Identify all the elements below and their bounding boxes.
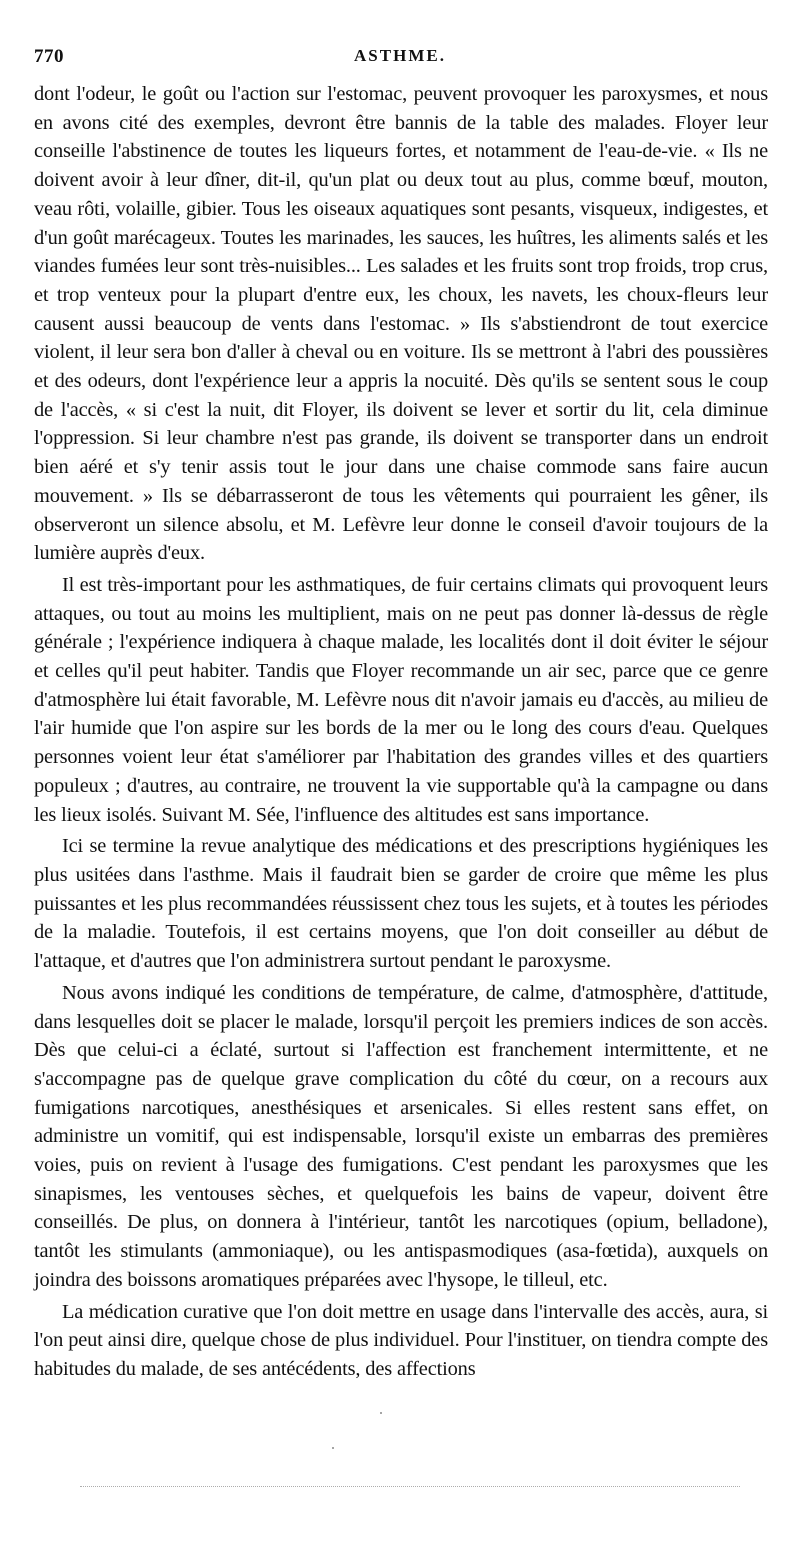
paragraph-paroxysm-treatment: Nous avons indiqué les conditions de température, de calme, d'atmosphère, d'attitude, dans lesquelles doit se placer le malade, lorsqu'il perçoit les premiers indices de son accès. Dès que celui-ci a éclaté, surtout si l'affection est franchement intermittente, et ne s'accompagne pas de quelque grave complication du côté du cœur, on a recours aux fumigations narcotiques, anesthésiques et arsenicales. Si elles restent sans effet, on administre un vomitif, qui est indispensable, lorsqu'il existe un embarras des premières voies, puis on revient à l'usage des fumigations. C'est pendant les paroxysmes que les sinapismes, les ventouses sèches, et quelquefois les bains de vapeur, doivent être conseillés. De plus, on donnera à l'intérieur, tantôt les narcotiques (opium, belladone), tantôt les stimulants (ammoniaque), ou les antispasmodiques (asa-fœtida), auxquels on joindra des boissons aromatiques préparées avec l'hysope, le tilleul, etc. xyxy=(34,981,768,1291)
paragraph-review-end: Ici se termine la revue analytique des médications et des prescriptions hygiéniques les plus usitées dans l'asthme. Mais il faudrait bien se garder de croire que même les plus puissantes et les plus recommandées réussissent chez tous les sujets, et à toutes les périodes de la maladie. Toutefois, il est certains moyens, que l'on doit conseiller au début de l'attaque, et d'autres que l'on administrera surtout pendant le paroxysme. xyxy=(34,835,768,973)
paragraph-climate: Il est très-important pour les asthmatiques, de fuir certains climats qui provoquent leurs attaques, ou tout au moins les multiplient, mais on ne peut pas donner là-dessus de règle générale ; l'expérience indiquera à chaque malade, les localités dont il doit éviter le séjour et celles qu'il peut habiter. Tandis que Floyer recommande un air sec, parce que ce genre d'atmosphère lui était favorable, M. Lefèvre nous dit n'avoir jamais eu d'accès, au milieu de l'air humide que l'on aspire sur les bords de la mer ou le long des cours d'eau. Quelques personnes voient leur état s'améliorer par l'habitation des grandes villes et des quartiers populeux ; d'autres, au contraire, ne trouvent la vie supportable qu'à la campagne ou dans les lieux isolés. Suivant M. Sée, l'influence des altitudes est sans importance. xyxy=(34,573,768,826)
paragraph-curative-medication: La médication curative que l'on doit mettre en usage dans l'intervalle des accès, aura, si l'on peut ainsi dire, quelque chose de plus individuel. Pour l'instituer, on tiendra compte des habitudes du malade, de ses antécédents, des affections xyxy=(34,1300,768,1380)
print-bleed-line xyxy=(80,1486,740,1487)
paragraph-diet-continuation: dont l'odeur, le goût ou l'action sur l'estomac, peuvent provoquer les paroxysmes, et nous en avons cité des exemples, devront être bannis de la table des malades. Floyer leur conseille l'abstinence de toutes les liqueurs fortes, et notamment de l'eau-de-vie. « Ils ne doivent avoir à leur dîner, dit-il, qu'un plat ou deux tout au plus, comme bœuf, mouton, veau rôti, volaille, gibier. Tous les oiseaux aquatiques sont pesants, visqueux, indigestes, et d'un goût marécageux. Toutes les marinades, les sauces, les huîtres, les aliments salés et les viandes fumées leur sont très-nuisibles... Les salades et les fruits sont trop froids, trop crus, et trop venteux pour la plupart d'entre eux, les choux, les navets, les choux-fleurs leur causent aussi beaucoup de vents dans l'estomac. » Ils s'abstiendront de tout exercice violent, il leur sera bon d'aller à cheval ou en voiture. Ils se mettront à l'abri des poussières et des odeurs, dont l'expérience leur a appris la nocuité. Dès qu'ils se sentent sous le coup de l'accès, « si c'est la nuit, dit Floyer, ils doivent se lever et sortir du lit, cela diminue l'oppression. Si leur chambre n'est pas grande, ils doivent se transporter dans un endroit bien aéré et s'y tenir assis tout le jour dans une chaise commode sans faire aucun mouvement. » Ils se débarrasseront de tous les vêtements qui pourraient les gêner, ils observeront un silence absolu, et M. Lefèvre leur donne le conseil d'avoir toujours de la lumière auprès d'eux. xyxy=(34,83,768,565)
print-speck xyxy=(380,1412,382,1414)
page-number: 770 xyxy=(34,46,64,67)
body-text xyxy=(34,80,768,1384)
running-title: ASTHME. xyxy=(354,46,446,65)
print-speck xyxy=(332,1447,334,1449)
running-header xyxy=(34,46,766,72)
